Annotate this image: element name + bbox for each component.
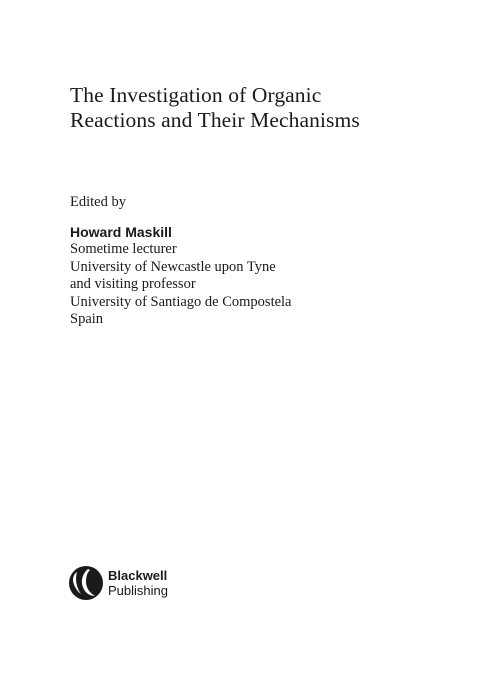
publisher-name [108,568,168,598]
editor-name: Howard Maskill [70,224,172,240]
publisher-logo-block [68,565,168,601]
edited-by-label: Edited by [70,194,126,210]
affiliation-line-1: Sometime lecturer [70,241,177,257]
book-title-line-1: The Investigation of Organic [70,83,322,107]
book-title-line-2: Reactions and Their Mechanisms [70,108,360,132]
affiliation-line-4: University of Santiago de Compostela [70,293,292,310]
affiliation-line-3: and visiting professor [70,276,196,292]
publisher-name-line-1: Blackwell [108,568,168,583]
blackwell-logo-icon [68,565,104,601]
book-title [70,83,450,133]
affiliation-line-2: University of Newcastle upon Tyne [70,258,276,275]
affiliation-line-5: Spain [70,311,104,327]
editor-block [70,193,450,329]
publisher-name-line-2: Publishing [108,583,168,598]
